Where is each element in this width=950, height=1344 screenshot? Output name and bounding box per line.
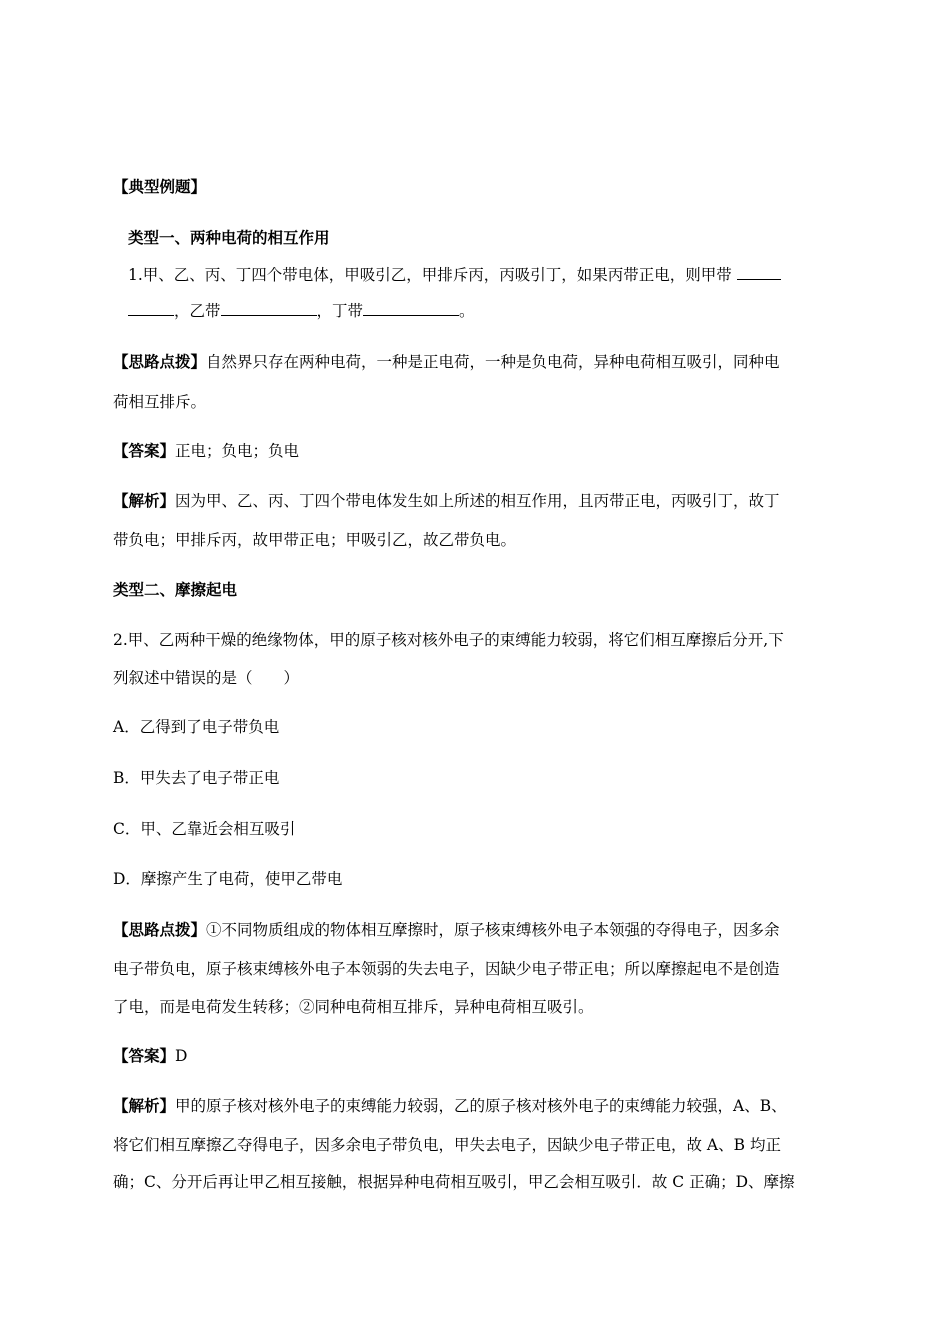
type2-hint-line3: 了电，而是电荷发生转移；②同种电荷相互排斥，异种电荷相互吸引。 — [113, 998, 594, 1016]
analysis-label: 【解析】 — [113, 492, 176, 510]
type1-question-line1 — [128, 264, 843, 286]
type2-hint-line1 — [113, 919, 843, 941]
type2-analysis-line1 — [113, 1095, 843, 1117]
answer-blank-1a[interactable] — [737, 264, 781, 280]
section-heading: 【典型例题】 — [113, 178, 207, 196]
type1-question-line2 — [128, 300, 858, 322]
option-d[interactable]: D．摩擦产生了电荷，使甲乙带电 — [113, 870, 343, 888]
type1-question-text: 1.甲、乙、丙、丁四个带电体，甲吸引乙，甲排斥丙，丙吸引丁，如果丙带正电，则甲带 — [128, 266, 732, 284]
type2-question-line2: 列叙述中错误的是（ ） — [113, 669, 300, 687]
answer-text: 正电；负电；负电 — [175, 442, 300, 460]
type1-analysis-line1 — [113, 490, 843, 512]
type1-analysis-line2: 带负电；甲排斥丙，故甲带正电；甲吸引乙，故乙带负电。 — [113, 531, 517, 549]
answer-label: 【答案】 — [113, 1047, 176, 1065]
question-end: 。 — [459, 302, 475, 320]
analysis-text: 因为甲、乙、丙、丁四个带电体发生如上所述的相互作用，且丙带正电，丙吸引丁，故丁 — [175, 492, 780, 510]
type2-analysis-line2: 将它们相互摩擦乙夺得电子，因多余电子带负电，甲失去电子，因缺少电子带正电，故 A、B 均正 — [113, 1136, 781, 1154]
answer-text: D — [175, 1047, 188, 1065]
hint-label: 【思路点拨】 — [113, 921, 207, 939]
analysis-text: 甲的原子核对核外电子的束缚能力较弱，乙的原子核对核外电子的束缚能力较强，A、B、 — [175, 1097, 787, 1115]
answer-blank-1b[interactable] — [128, 300, 174, 316]
type2-analysis-line3: 确；C、分开后再让甲乙相互接触，根据异种电荷相互吸引，甲乙会相互吸引．故 C 正确；D、摩擦 — [113, 1173, 795, 1191]
option-a[interactable]: A．乙得到了电子带负电 — [113, 718, 280, 736]
type1-answer — [113, 440, 843, 462]
type2-title: 类型二、摩擦起电 — [113, 581, 238, 599]
analysis-label: 【解析】 — [113, 1097, 176, 1115]
type1-hint-line2: 荷相互排斥。 — [113, 393, 207, 411]
option-c[interactable]: C．甲、乙靠近会相互吸引 — [113, 820, 296, 838]
answer-blank-3[interactable] — [363, 300, 459, 316]
hint-text: ①不同物质组成的物体相互摩擦时，原子核束缚核外电子本领强的夺得电子，因多余 — [206, 921, 780, 939]
hint-label: 【思路点拨】 — [113, 353, 207, 371]
type2-answer — [113, 1045, 843, 1067]
answer-blank-2[interactable] — [221, 300, 317, 316]
hint-text: 自然界只存在两种电荷，一种是正电荷，一种是负电荷，异种电荷相互吸引，同种电 — [206, 353, 780, 371]
option-b[interactable]: B．甲失去了电子带正电 — [113, 769, 280, 787]
type1-title: 类型一、两种电荷的相互作用 — [128, 229, 330, 247]
type2-question-line1: 2.甲、乙两种干燥的绝缘物体，甲的原子核对核外电子的束缚能力较弱，将它们相互摩擦后分开,下 — [113, 631, 784, 649]
question-separator-2: ，丁带 — [316, 302, 364, 320]
type1-hint-line1 — [113, 351, 843, 373]
type2-hint-line2: 电子带负电，原子核束缚核外电子本领弱的失去电子，因缺少电子带正电；所以摩擦起电不是创造 — [113, 960, 780, 978]
answer-label: 【答案】 — [113, 442, 176, 460]
question-separator-1: ，乙带 — [174, 302, 221, 320]
